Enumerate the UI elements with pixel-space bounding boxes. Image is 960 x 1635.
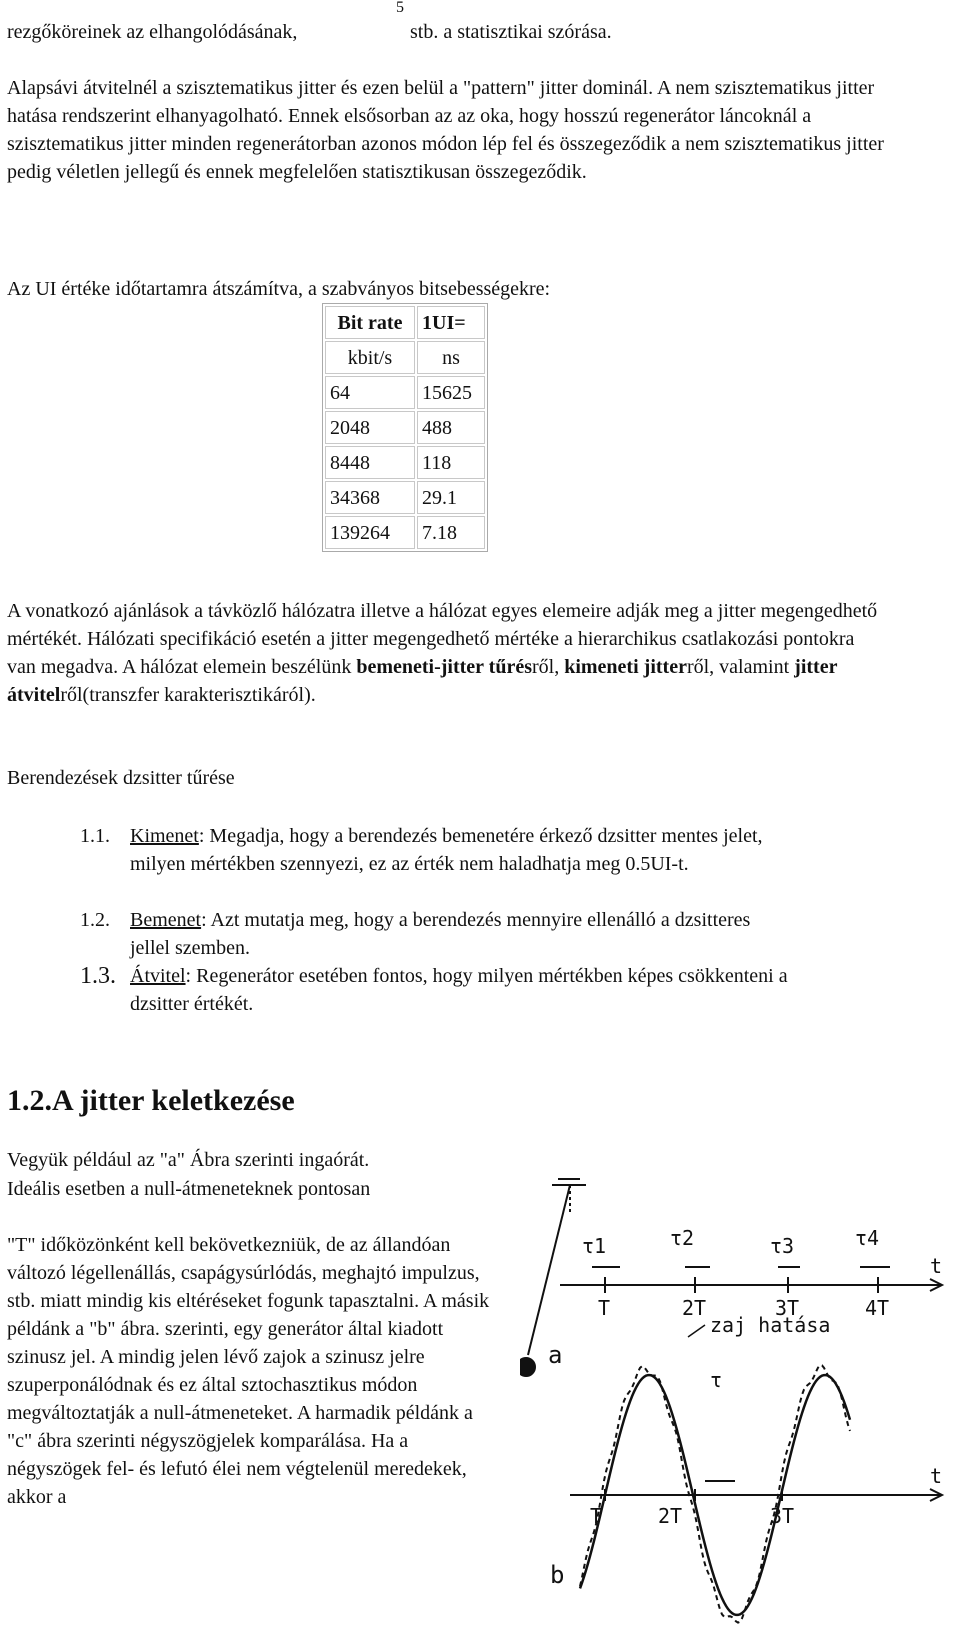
tick-label: 3T [770,1504,795,1528]
bold-term: bemeneti-jitter tűrés [356,656,532,678]
text-run: ről(transzfer karakterisztikáról). [60,684,316,706]
left-column-line: Vegyük például az "a" Ábra szerinti ingaórát. [7,1149,370,1171]
list-text: : Azt mutatja meg, hogy a berendezés mennyire ellenálló a dzsitteres jellel szemben. [130,909,751,959]
bold-term: jitter átvitel [7,656,838,706]
pendulum-rod [528,1185,570,1355]
list-text: : Megadja, hogy a berendezés bemenetére érkező dzsitter mentes jelet, milyen mértékben szennyezi, ez az érték nem haladhatja meg 0.5UI-t. [130,825,763,875]
tau-label: τ1 [582,1234,607,1258]
tick-label: 3T [775,1296,800,1320]
figure-a-axis [560,1267,942,1293]
list-term: Bemenet [130,909,202,931]
table-header-row [325,306,485,339]
tau-label: τ3 [770,1234,795,1258]
list-body [130,906,790,962]
list-term: Átvitel [130,965,186,987]
paragraph-jitter-intro: Alapsávi átvitelnél a szisztematikus jitter és ezen belül a "pattern" jitter dominál. A nem szisztematikus jitter hatása rendszerint elhanyagolható. Ennek elsősorban az az oka, hogy hosszú regenerátor láncoknál a szisztematikus jitter minden regenerátorban azonos módon lép fel és összegeződik a nem szisztematikus jitter pedig véletlen jellegű és ennek megfelelően statisztikusan összegeződik. [7,77,884,183]
page-number: 5 [396,0,404,16]
paragraph-ui-intro: Az UI értéke időtartamra átszámítva, a szabványos bitsebességekre: [7,278,551,300]
list-number: 1.3. [80,963,116,989]
left-column-line: Ideális esetben a null-átmeneteknek pontosan [7,1178,371,1200]
noise-label: zaj hatása [710,1313,831,1337]
table-header-cell: 1UI= [417,306,485,339]
pivot-mark [552,1179,586,1185]
noisy-sine-wave [580,1365,850,1622]
table-header-cell: Bit rate [325,306,415,339]
table-cell: 34368 [325,481,415,514]
subheading-tolerance: Berendezések dzsitter tűrése [7,767,235,789]
tick-label: 4T [865,1296,890,1320]
section-heading: 1.2.A jitter keletkezése [7,1084,295,1117]
list-term: Kimenet [130,825,199,847]
table-row [325,411,485,444]
table-unit-cell: ns [417,341,485,374]
noise-pointer [688,1325,705,1337]
text-run: A vonatkozó ajánlások a távközlő hálózatra illetve a hálózat egyes elemeire adják meg a jitter megengedhető mértékét. Hálózati specifikáció esetén a jitter megengedhető mértéke a hierarchikus csatlakozási pontokra van megadva. A hálózat elemein beszélünk [7,600,878,678]
figure-b-axis [570,1481,942,1501]
axis-t-label: t [930,1464,943,1488]
table-row [325,481,485,514]
figure-b-caption: b [550,1561,565,1589]
axis-t-label: t [930,1254,943,1278]
tau-label: τ2 [670,1226,695,1250]
ui-conversion-table [322,303,488,552]
paragraph-recommendations [7,597,887,709]
table-cell: 118 [417,446,485,479]
pendulum-sine-figure [520,1155,958,1635]
table-cell: 7.18 [417,516,485,549]
figure-b-labels [548,1275,942,1589]
tau-label: τ [710,1368,723,1392]
pendulum-bob [520,1358,535,1376]
bold-term: kimeneti jitter [564,656,687,678]
tick-label: 2T [682,1296,707,1320]
table-cell: 64 [325,376,415,409]
list-body [130,822,790,878]
table-cell: 29.1 [417,481,485,514]
tick-label: 2T [658,1504,683,1528]
table-units-row [325,341,485,374]
header-fragment-right: stb. a statisztikai szórása. [410,21,612,43]
table-cell: 488 [417,411,485,444]
list-number: 1.2. [80,909,110,931]
table-cell: 2048 [325,411,415,444]
tau-label: τ4 [855,1226,880,1250]
table-row [325,516,485,549]
list-body [130,962,790,1018]
list-text: : Regenerátor esetében fontos, hogy milyen mértékben képes csökkenteni a dzsitter értékét. [130,965,788,1015]
tick-label: T [598,1296,611,1320]
figure-a-labels [548,1226,942,1369]
table-row [325,376,485,409]
table-row [325,446,485,479]
table-cell: 139264 [325,516,415,549]
table-cell: 15625 [417,376,485,409]
text-run: ről, [532,656,565,678]
list-number: 1.1. [80,825,110,847]
table-cell: 8448 [325,446,415,479]
header-fragment-left: rezgőköreinek az elhangolódásának, [7,21,298,43]
figure-a-caption: a [548,1341,563,1369]
tick-label: T [590,1504,603,1528]
left-column-paragraph: "T" időközönként kell bekövetkezniük, de az állandóan változó légellenállás, csapágysúrlódás, meghajtó impulzus, stb. miatt mindig kis eltéréseket fogunk tapasztalni. A másik példánk a "b" ábra. szerinti, egy generátor által kiadott szinusz jel. A mindig jelen lévő zajok a szinusz jelre szuperponálódnak és ez által sztochasztikus módon megváltoztatják a null-átmeneteket. A harmadik példánk a "c" ábra szerinti négyszögjelek komparálása. Ha a négyszögek fel- és lefutó élei nem végtelenül meredekek, akkor a [7,1234,490,1508]
table-unit-cell: kbit/s [325,341,415,374]
text-run: ről, valamint [686,656,795,678]
